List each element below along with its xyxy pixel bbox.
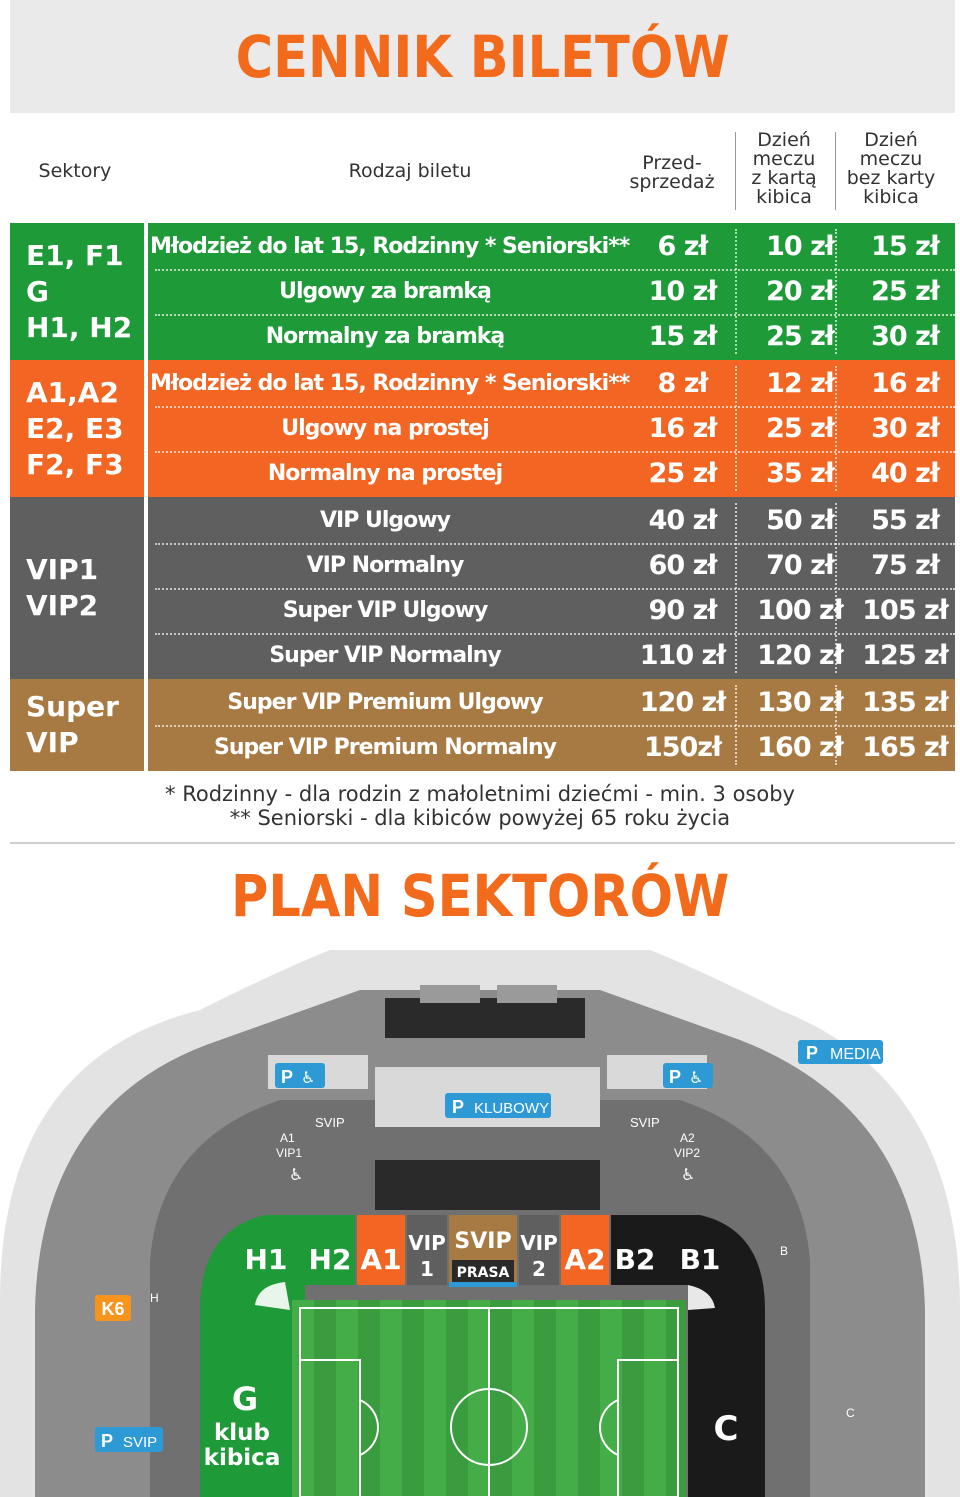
header-divider xyxy=(735,132,736,210)
stand-g-kibica: kibica xyxy=(203,1445,281,1471)
wheelchair-icon: ♿ xyxy=(301,1068,316,1087)
header-divider xyxy=(835,132,836,210)
ticket-name: Super VIP Ulgowy xyxy=(282,598,488,623)
parking-svip-label: SVIP xyxy=(123,1434,158,1451)
price-match-day-nocard: 25 zł xyxy=(871,276,939,307)
parking-svip-badge xyxy=(95,1427,163,1452)
column-divider xyxy=(735,685,737,765)
ticket-name: Ulgowy za bramką xyxy=(279,279,491,304)
price-match-day-nocard: 30 zł xyxy=(871,321,939,352)
header-match-day-card: Dzień meczu z kartą kibica xyxy=(751,129,817,208)
price-match-day-nocard: 135 zł xyxy=(862,687,948,718)
header-ticket-type: Rodzaj biletu xyxy=(348,160,472,182)
parking-media-label: MEDIA xyxy=(830,1046,881,1063)
sector-names: A1,A2 E2, E3 F2, F3 xyxy=(26,375,124,481)
footnote-senior: ** Seniorski - dla kibiców powyżej 65 roku życia xyxy=(229,806,731,830)
wheelchair-icon: ♿ xyxy=(689,1068,704,1087)
sector-label xyxy=(10,223,144,360)
sector-divider xyxy=(144,679,148,771)
ticket-name: Normalny na prostej xyxy=(267,461,503,486)
price-match-day-card: 160 zł xyxy=(757,732,843,763)
ticket-name: Super VIP Normalny xyxy=(269,643,501,668)
price-match-day-card: 20 zł xyxy=(766,276,834,307)
parking-klubowy-badge xyxy=(445,1093,551,1118)
ticket-name: VIP Ulgowy xyxy=(320,508,450,533)
sector-label xyxy=(10,679,144,771)
price-match-day-nocard: 16 zł xyxy=(871,368,939,399)
pitch-stripes xyxy=(292,1300,666,1497)
price-match-day-card: 35 zł xyxy=(766,458,834,489)
c-small-label: C xyxy=(846,1406,855,1420)
sector-divider xyxy=(144,360,148,497)
ticket-name: Super VIP Premium Normalny xyxy=(214,735,556,760)
price-presale: 90 zł xyxy=(648,595,717,626)
price-presale: 110 zł xyxy=(639,640,726,671)
stand-vip2-label: VIP xyxy=(520,1231,558,1255)
price-presale: 10 zł xyxy=(648,276,717,307)
price-match-day-nocard: 165 zł xyxy=(862,732,948,763)
stand-vip1-num: 1 xyxy=(420,1257,434,1281)
svip-left-label: SVIP xyxy=(315,1115,345,1130)
price-match-day-nocard: 105 zł xyxy=(862,595,948,626)
price-presale: 15 zł xyxy=(648,321,717,352)
price-match-day-card: 100 zł xyxy=(757,595,843,626)
footnote-family: * Rodzinny - dla rodzin z małoletnimi dziećmi - min. 3 osoby xyxy=(165,782,795,806)
svip-right-label: SVIP xyxy=(630,1115,660,1130)
wheelchair-icon: ♿ xyxy=(681,1165,696,1184)
stand-b2-label: B2 xyxy=(614,1243,656,1276)
parking-disabled-left-badge xyxy=(275,1063,325,1088)
price-match-day-card: 25 zł xyxy=(766,321,834,352)
price-match-day-card: 25 zł xyxy=(766,413,834,444)
price-match-day-card: 50 zł xyxy=(766,505,834,536)
price-match-day-card: 10 zł xyxy=(766,231,834,262)
price-match-day-nocard: 75 zł xyxy=(871,550,939,581)
main-building xyxy=(385,998,585,1038)
sector-divider xyxy=(144,223,148,360)
pricing-title-bar xyxy=(10,0,955,113)
column-divider xyxy=(735,229,737,354)
roof-detail xyxy=(497,985,557,1003)
price-match-day-card: 70 zł xyxy=(766,550,834,581)
stand-g-klub: klub xyxy=(213,1420,271,1446)
price-group xyxy=(10,360,955,497)
price-presale: 120 zł xyxy=(639,687,726,718)
roof-detail xyxy=(420,985,480,1003)
stand-a2-label: A2 xyxy=(564,1243,606,1276)
stand-h1-label: H1 xyxy=(244,1243,288,1276)
stand-h2-label: H2 xyxy=(308,1243,352,1276)
b-label: B xyxy=(780,1244,789,1258)
column-divider xyxy=(835,229,837,354)
stand-c-label: C xyxy=(713,1409,739,1449)
price-match-day-card: 12 zł xyxy=(766,368,834,399)
parking-klubowy-label: KLUBOWY xyxy=(474,1100,550,1117)
stand-vip1-label: VIP xyxy=(408,1231,446,1255)
divider xyxy=(10,842,955,844)
sector-label xyxy=(10,360,144,497)
price-group xyxy=(10,679,955,771)
k6-label: K6 xyxy=(101,1299,125,1319)
price-match-day-nocard: 55 zł xyxy=(871,505,939,536)
price-match-day-nocard: 40 zł xyxy=(871,458,939,489)
sector-names: VIP1 VIP2 xyxy=(26,553,99,622)
header-presale: Przed- sprzedaż xyxy=(629,152,715,193)
price-presale: 25 zł xyxy=(648,458,717,489)
h-label: H xyxy=(150,1291,159,1305)
price-presale: 40 zł xyxy=(648,505,717,536)
parking-media-badge xyxy=(798,1040,883,1064)
wheelchair-icon: ♿ xyxy=(289,1165,304,1184)
ticket-name: VIP Normalny xyxy=(306,553,464,578)
sector-names: E1, F1 G H1, H2 xyxy=(26,238,133,344)
parking-icon: P xyxy=(101,1431,114,1451)
price-presale: 150zł xyxy=(643,732,722,763)
ticket-name: Młodzież do lat 15, Rodzinny * Seniorski** xyxy=(150,234,630,259)
stand-svip-label: SVIP xyxy=(454,1229,512,1254)
parking-icon: P xyxy=(452,1097,465,1117)
prasa-strip xyxy=(449,1282,517,1287)
price-presale: 16 zł xyxy=(648,413,717,444)
parking-icon: P xyxy=(281,1067,294,1087)
svip-building xyxy=(375,1160,600,1210)
a2-small-label: A2 xyxy=(680,1131,695,1145)
price-match-day-nocard: 15 zł xyxy=(871,231,939,262)
plan-title-wrap xyxy=(0,862,960,930)
column-divider xyxy=(835,366,837,491)
plan-title: PLAN SEKTORÓW xyxy=(230,862,730,930)
price-match-day-card: 120 zł xyxy=(757,640,843,671)
sector-label xyxy=(10,497,144,679)
pricing-title: CENNIK BILETÓW xyxy=(235,22,730,91)
ticket-name: Normalny za bramką xyxy=(265,324,505,349)
vip1-small-label: VIP1 xyxy=(276,1146,303,1160)
price-group xyxy=(10,223,955,360)
vip2-small-label: VIP2 xyxy=(674,1146,701,1160)
column-divider xyxy=(835,685,837,765)
price-presale: 8 zł xyxy=(657,368,708,399)
parking-icon: P xyxy=(669,1067,682,1087)
parking-disabled-right-badge xyxy=(663,1063,713,1088)
a1-small-label: A1 xyxy=(280,1131,295,1145)
ticket-name: Młodzież do lat 15, Rodzinny * Seniorski** xyxy=(150,371,630,396)
stand-b1-label: B1 xyxy=(679,1243,721,1276)
stand-a1-label: A1 xyxy=(360,1243,402,1276)
sector-names: Super VIP xyxy=(26,690,119,759)
price-presale: 60 zł xyxy=(648,550,717,581)
header-sectors: Sektory xyxy=(38,160,112,182)
stand-prasa-label: PRASA xyxy=(456,1265,510,1281)
column-divider xyxy=(835,503,837,673)
price-presale: 6 zł xyxy=(657,231,708,262)
ticket-name: Ulgowy na prostej xyxy=(281,416,489,441)
header-match-day-nocard: Dzień meczu bez karty kibica xyxy=(846,129,936,208)
price-match-day-nocard: 125 zł xyxy=(862,640,948,671)
stadium-map xyxy=(0,930,960,1497)
price-group xyxy=(10,497,955,679)
column-divider xyxy=(735,366,737,491)
stand-g-label: G xyxy=(231,1380,259,1418)
ticket-name: Super VIP Premium Ulgowy xyxy=(227,690,543,715)
stand-vip2-num: 2 xyxy=(532,1257,546,1281)
sector-divider xyxy=(144,497,148,679)
price-match-day-nocard: 30 zł xyxy=(871,413,939,444)
column-divider xyxy=(735,503,737,673)
parking-icon: P xyxy=(806,1043,819,1063)
price-match-day-card: 130 zł xyxy=(757,687,843,718)
